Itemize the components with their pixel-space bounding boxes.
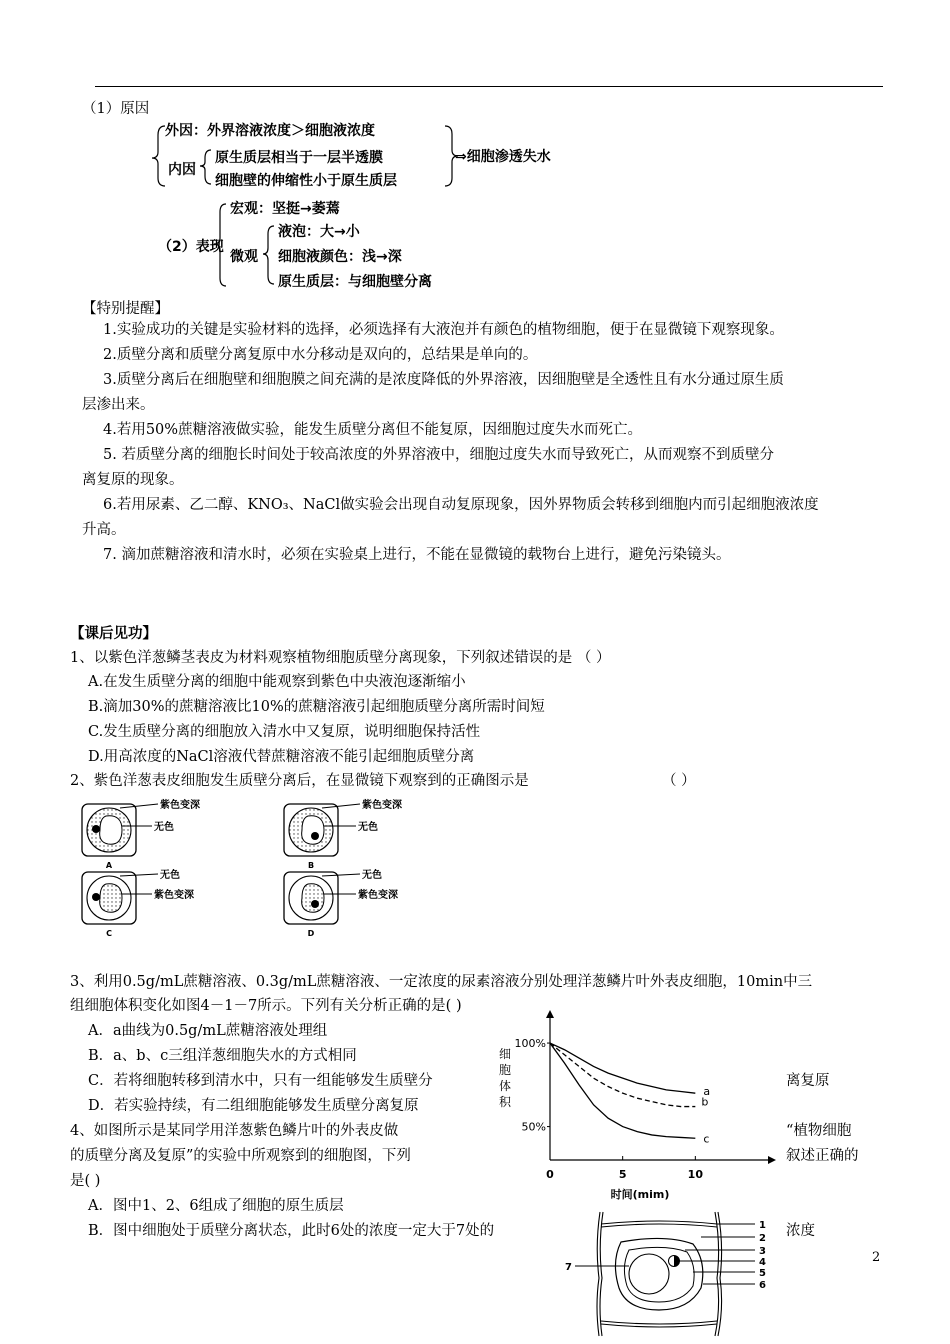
q4-label-2: 2 <box>759 1233 766 1244</box>
q1-option-a: A.在发生质壁分离的细胞中能观察到紫色中央液泡逐渐缩小 <box>88 674 466 690</box>
q2-bracket: （ ） <box>662 773 696 789</box>
reasons-brace-right <box>445 126 458 186</box>
q3-option-c-tail: 离复原 <box>786 1073 830 1089</box>
reminder-title: 【特别提醒】 <box>82 301 169 317</box>
y-tick-label: 50% <box>521 1120 546 1134</box>
q4-label-6: 6 <box>759 1280 766 1291</box>
reasons-brace-left <box>152 126 165 186</box>
macro-text: 宏观：坚挺→萎蔫 <box>230 201 340 217</box>
cell-b-label-2: 无色 <box>358 822 378 833</box>
y-axis-arrow <box>546 1010 554 1018</box>
micro-3: 原生质层：与细胞壁分离 <box>278 274 432 290</box>
q4-label-5: 5 <box>759 1268 766 1279</box>
homework-title: 【课后见功】 <box>70 625 157 642</box>
reasons-title: （1）原因 <box>82 101 150 117</box>
reminder-item: 4.若用50%蔗糖溶液做实验，能发生质壁分离但不能复原，因细胞过度失水而死亡。 <box>103 422 643 438</box>
q4-stem-3: 是( ) <box>70 1173 101 1189</box>
q1-option-b: B.滴加30%的蔗糖溶液比10%的蔗糖溶液引起细胞质壁分离所需时间短 <box>88 699 545 715</box>
cell-c-letter: C <box>106 929 112 938</box>
y-label-char: 胞 <box>499 1063 512 1077</box>
volume-chart <box>490 1010 780 1205</box>
manifest-brace <box>214 204 226 286</box>
micro-2: 细胞液颜色：浅→深 <box>278 249 402 265</box>
q4-option-b: B．图中细胞处于质壁分离状态，此时6处的浓度一定大于7处的 <box>88 1223 495 1239</box>
cell-b-letter: B <box>307 861 315 870</box>
outer-cause: 外因：外界溶液浓度＞细胞液浓度 <box>165 123 375 139</box>
cell-a-letter: A <box>105 861 113 870</box>
micro-label: 微观 <box>230 249 258 265</box>
q2-cell-diagrams <box>70 796 430 946</box>
manifest-title: （2）表现 <box>158 239 224 255</box>
inner-cause-1: 原生质层相当于一层半透膜 <box>215 150 383 166</box>
q3-stem-1: 3、利用0.5g/mL蔗糖溶液、0.3g/mL蔗糖溶液、一定浓度的尿素溶液分别处理洋葱鳞片叶外表皮细胞，10min中三 <box>70 974 813 990</box>
inner-cause-2: 细胞壁的伸缩性小于原生质层 <box>215 173 397 189</box>
cell-c-label-2: 紫色变深 <box>154 890 194 901</box>
page-number: 2 <box>872 1250 881 1265</box>
q4-stem-1-tail: “植物细胞 <box>786 1123 852 1139</box>
q3-option-b: B．a、b、c三组洋葱细胞失水的方式相同 <box>88 1048 357 1064</box>
y-label-char: 细 <box>499 1047 512 1061</box>
cell-d <box>284 872 338 924</box>
cell-a-label-1: 紫色变深 <box>160 800 200 811</box>
cell-b <box>284 804 338 856</box>
q4-option-a: A．图中1、2、6组成了细胞的原生质层 <box>88 1198 344 1214</box>
series-line-a <box>550 1043 695 1093</box>
x-tick-label: 0 <box>546 1168 554 1181</box>
q1-stem: 1、以紫色洋葱鳞茎表皮为材料观察植物细胞质壁分离现象，下列叙述错误的是 （ ） <box>70 650 611 666</box>
cell-b-label-1: 紫色变深 <box>362 800 402 811</box>
reminder-item: 离复原的现象。 <box>82 472 184 488</box>
reminder-item: 层渗出来。 <box>82 397 155 413</box>
inner-brace <box>200 150 211 184</box>
cell-d-label-2: 紫色变深 <box>358 890 398 901</box>
micro-brace <box>263 226 274 284</box>
brace-diagram <box>0 0 950 300</box>
q4-label-7: 7 <box>565 1262 572 1273</box>
q4-label-1: 1 <box>759 1220 766 1231</box>
q3-stem-2: 组细胞体积变化如图4－1－7所示。下列有关分析正确的是( ) <box>70 998 462 1014</box>
x-axis-arrow <box>768 1156 776 1164</box>
cell-c-label-1: 无色 <box>160 870 180 881</box>
q4-stem-1: 4、如图所示是某同学用洋葱紫色鳞片叶的外表皮做 <box>70 1123 399 1139</box>
reminder-item: 5. 若质壁分离的细胞长时间处于较高浓度的外界溶液中，细胞过度失水而导致死亡，从而观察不到质壁分 <box>103 447 774 463</box>
q3-option-c: C．若将细胞转移到清水中，只有一组能够发生质壁分 <box>88 1073 433 1089</box>
reminder-item: 2.质壁分离和质壁分离复原中水分移动是双向的，总结果是单向的。 <box>103 347 538 363</box>
q4-cell-diagram <box>565 1206 780 1340</box>
y-tick-label: 100% <box>514 1037 546 1051</box>
x-tick-label: 5 <box>618 1168 627 1181</box>
series-label-c: c <box>703 1132 710 1146</box>
reminder-item: 3.质壁分离后在细胞壁和细胞膜之间充满的是浓度降低的外界溶液，因细胞壁是全透性且有水分通过原生质 <box>103 372 784 388</box>
q4-label-4: 4 <box>759 1257 766 1268</box>
cell-d-label-1: 无色 <box>362 870 382 881</box>
cell-d-letter: D <box>307 929 315 938</box>
series-label-b: b <box>701 1095 709 1109</box>
cell-a <box>82 804 136 856</box>
y-label-char: 积 <box>499 1095 512 1109</box>
q1-option-c: C.发生质壁分离的细胞放入清水中又复原，说明细胞保持活性 <box>88 724 481 740</box>
reminder-item: 升高。 <box>82 522 126 538</box>
q4-label-3: 3 <box>759 1246 766 1257</box>
q4-stem-2-tail: 叙述正确的 <box>786 1148 859 1164</box>
reminder-item: 7. 滴加蔗糖溶液和清水时，必须在实验桌上进行，不能在显微镜的载物台上进行，避免污染镜头。 <box>103 547 731 563</box>
micro-1: 液泡：大→小 <box>278 224 360 240</box>
q3-option-a: A．a曲线为0.5g/mL蔗糖溶液处理组 <box>88 1023 328 1039</box>
q2-stem: 2、紫色洋葱表皮细胞发生质壁分离后，在显微镜下观察到的正确图示是 <box>70 773 529 789</box>
q3-option-d: D．若实验持续，有二组细胞能够发生质壁分离复原 <box>88 1098 419 1114</box>
inner-cause-label: 内因 <box>168 162 196 178</box>
reminder-item: 6.若用尿素、乙二醇、KNO₃、NaCl做实验会出现自动复原现象，因外界物质会转移到细胞内而引起细胞液浓度 <box>103 497 819 513</box>
cell-c <box>82 872 136 924</box>
q1-option-d: D.用高浓度的NaCl溶液代替蔗糖溶液不能引起细胞质壁分离 <box>88 749 475 765</box>
y-label-char: 体 <box>499 1079 512 1093</box>
x-axis-title: 时间(mim) <box>610 1188 670 1201</box>
reasons-result: ⇒细胞渗透失水 <box>455 149 551 165</box>
cell-a-label-2: 无色 <box>154 822 174 833</box>
q4-stem-2: 的质壁分离及复原”的实验中所观察到的细胞图，下列 <box>70 1148 411 1164</box>
x-tick-label: 10 <box>687 1168 703 1181</box>
reminder-item: 1.实验成功的关键是实验材料的选择，必须选择有大液泡并有颜色的植物细胞，便于在显微镜下观察现象。 <box>103 322 784 338</box>
q4-option-b-tail: 浓度 <box>786 1223 815 1239</box>
series-label-a: a <box>703 1085 711 1099</box>
